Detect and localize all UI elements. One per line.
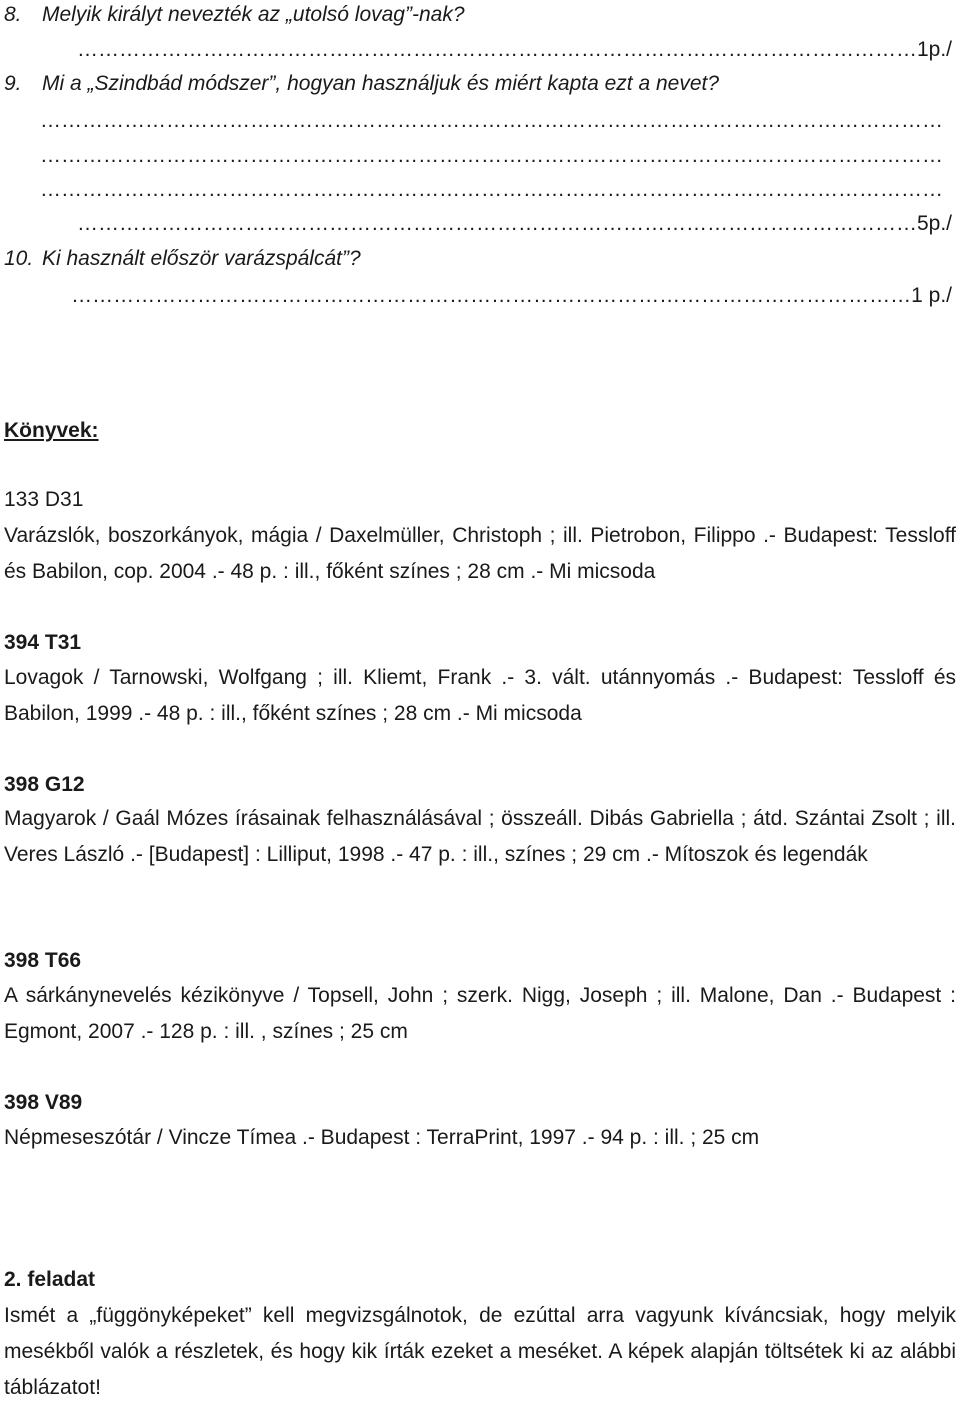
answer-line-q9-3[interactable]: ………………………………………………………………………………………………………………… <box>40 178 943 201</box>
question-9 <box>4 71 956 97</box>
book-code: 398 G12 <box>4 773 85 796</box>
question-text: Ki használt először varázspálcát”? <box>42 247 361 270</box>
answer-line-q9-1[interactable]: ………………………………………………………………………………………………………………… <box>40 109 943 132</box>
book-entry: Lovagok / Tarnowski, Wolfgang ; ill. Kliemt, Frank .- 3. vált. utánnyomás .- Budapest: Tessloff és Babilon, 1999 .- 48 p. : ill., főként színes ; 28 cm .- Mi micsoda <box>4 666 956 725</box>
question-text: Melyik királyt nevezték az „utolsó lovag”-nak? <box>42 3 465 26</box>
question-number: 9. <box>4 72 22 95</box>
books-heading: Könyvek: <box>4 419 99 442</box>
book-code: 398 V89 <box>4 1091 83 1114</box>
book-entry: Magyarok / Gaál Mózes írásainak felhasználásával ; összeáll. Dibás Gabriella ; átd. Szántai Zsolt ; ill. Veres László .- [Budapest] : Lilliput, 1998 .- 47 p. : ill., színes ; 29 cm .- Mítoszok és legendák <box>4 807 956 866</box>
answer-line-q8[interactable]: …………………………………………………………………………………………………………1p./ <box>76 38 952 61</box>
task2-heading: 2. feladat <box>4 1268 96 1291</box>
answer-line-q10[interactable]: …………………………………………………………………………………………………………1 p./ <box>71 284 952 307</box>
book-entry: Varázslók, boszorkányok, mágia / Daxelmüller, Christoph ; ill. Pietrobon, Filippo .- Budapest: Tessloff és Babilon, cop. 2004 .- 48 p. : ill., főként színes ; 28 cm .- Mi micsoda <box>4 524 956 583</box>
question-number: 8. <box>4 3 22 26</box>
question-number: 10. <box>4 247 34 270</box>
book-entry: A sárkánynevelés kézikönyve / Topsell, John ; szerk. Nigg, Joseph ; ill. Malone, Dan .- Budapest : Egmont, 2007 .- 128 p. : ill. , színes ; 25 cm <box>4 984 956 1043</box>
book-code: 394 T31 <box>4 631 82 654</box>
question-text: Mi a „Szindbád módszer”, hogyan használjuk és miért kapta ezt a nevet? <box>42 72 720 95</box>
book-code: 133 D31 <box>4 488 84 511</box>
book-entry: Népmeseszótár / Vincze Tímea .- Budapest : TerraPrint, 1997 .- 94 p. : ill. ; 25 cm <box>4 1126 760 1149</box>
question-8 <box>4 2 956 28</box>
answer-line-q9-2[interactable]: ………………………………………………………………………………………………………………… <box>40 144 943 167</box>
task2-text: Ismét a „függönyképeket” kell megvizsgálnotok, de ezúttal arra vagyunk kíváncsiak, hogy melyik mesékből valók a részletek, és hogy kik írták ezeket a meséket. A képek alapján töltsétek ki az alábbi táblázatot! <box>4 1304 956 1399</box>
answer-line-q9-4[interactable]: …………………………………………………………………………………………………………5p./ <box>76 212 952 235</box>
question-10 <box>4 246 956 272</box>
book-code: 398 T66 <box>4 949 82 972</box>
